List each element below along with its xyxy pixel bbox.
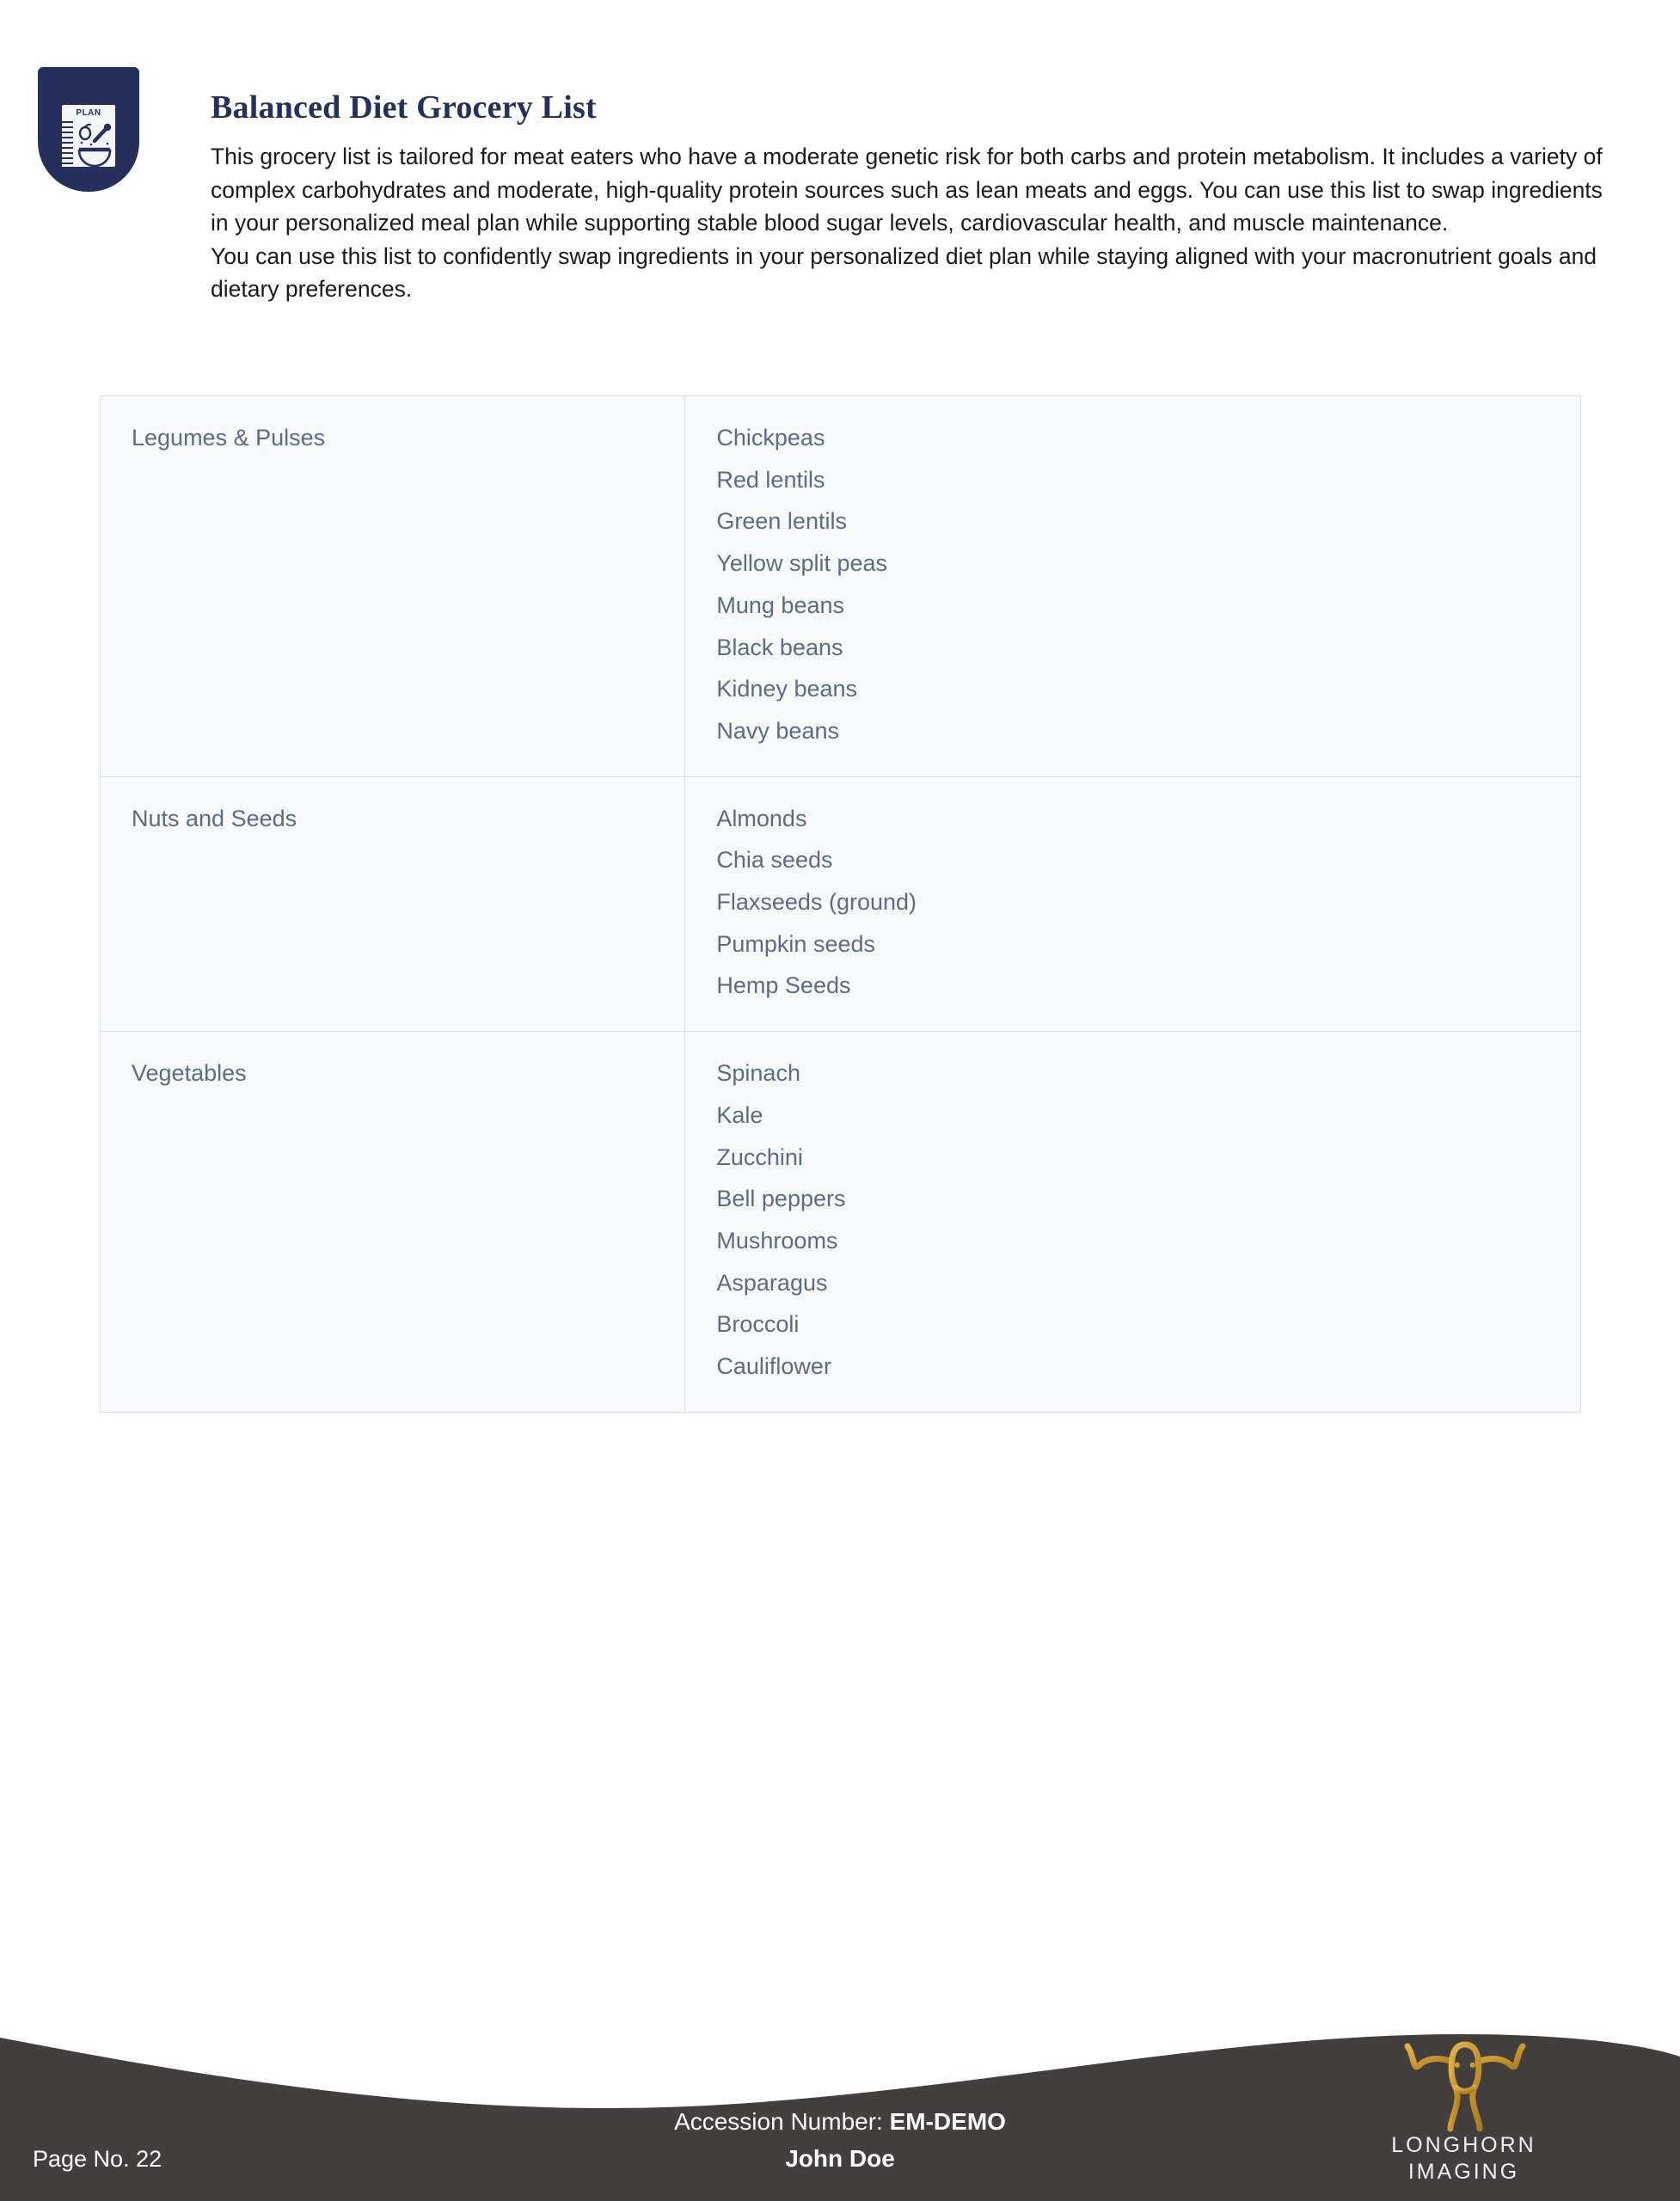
list-item: Black beans (716, 634, 843, 660)
description-paragraph-2: You can use this list to confidently swap ingredients in your personalized diet plan while staying aligned with your macronutrient goals and dietary preferences. (211, 242, 1597, 302)
category-cell: Legumes & Pulses (101, 396, 685, 777)
accession-value: EM-DEMO (889, 2108, 1006, 2135)
brand-logo (1371, 2036, 1556, 2186)
list-item: Red lentils (716, 466, 825, 493)
list-item: Almonds (716, 805, 807, 831)
list-item: Yellow split peas (716, 550, 888, 577)
list-item: Flaxseeds (ground) (716, 889, 917, 916)
list-item: Cauliflower (716, 1353, 831, 1380)
document-footer (0, 1952, 1680, 2201)
mortar-pestle-icon (74, 122, 115, 167)
list-item: Zucchini (716, 1143, 803, 1170)
list-item: Navy beans (716, 717, 839, 744)
list-item: Broccoli (716, 1311, 800, 1338)
page-number-label: Page No. 22 (33, 2146, 162, 2172)
items-cell (685, 1032, 1581, 1413)
description-paragraph-1: This grocery list is tailored for meat eaters who have a moderate genetic risk for both carbs and protein metabolism. It includes a variety of complex carbohydrates and moderate, high-quality protein sources such as lean meats and eggs. You can use this list to swap ingredients in your personalized meal plan while supporting stable blood sugar levels, cardiovascular health, and muscle maintenance. (211, 144, 1603, 236)
table-row (101, 1032, 1581, 1413)
list-item: Spinach (716, 1060, 800, 1087)
document-header (0, 0, 1680, 370)
accession-label: Accession Number: (674, 2108, 883, 2135)
patient-name: John Doe (785, 2145, 895, 2172)
grocery-list-table (100, 395, 1581, 1413)
category-cell: Vegetables (101, 1032, 685, 1413)
table-row (101, 776, 1581, 1032)
plan-label: PLAN (76, 107, 101, 118)
brand-name: LONGHORN (1391, 2133, 1536, 2157)
diet-plan-shield-icon (38, 67, 139, 192)
brand-subname: IMAGING (1407, 2160, 1520, 2184)
list-item: Bell peppers (716, 1186, 846, 1212)
longhorn-bull-icon (1395, 2036, 1533, 2132)
list-item: Green lentils (716, 508, 847, 535)
list-item: Kidney beans (716, 676, 858, 702)
list-item: Mung beans (716, 592, 844, 618)
grocery-table-body (101, 396, 1581, 1413)
page-description (211, 140, 1621, 306)
list-item: Asparagus (716, 1269, 828, 1296)
list-item: Mushrooms (716, 1227, 838, 1254)
category-cell: Nuts and Seeds (101, 776, 685, 1032)
list-item: Kale (716, 1101, 763, 1128)
page-title: Balanced Diet Grocery List (211, 89, 597, 126)
plan-notebook-icon (62, 105, 115, 167)
items-cell (685, 776, 1581, 1032)
list-item: Chia seeds (716, 847, 833, 874)
notebook-spiral (62, 121, 73, 167)
table-row (101, 396, 1581, 777)
list-item: Pumpkin seeds (716, 930, 875, 957)
items-cell (685, 396, 1581, 777)
list-item: Hemp Seeds (716, 972, 851, 999)
list-item: Chickpeas (716, 425, 825, 451)
